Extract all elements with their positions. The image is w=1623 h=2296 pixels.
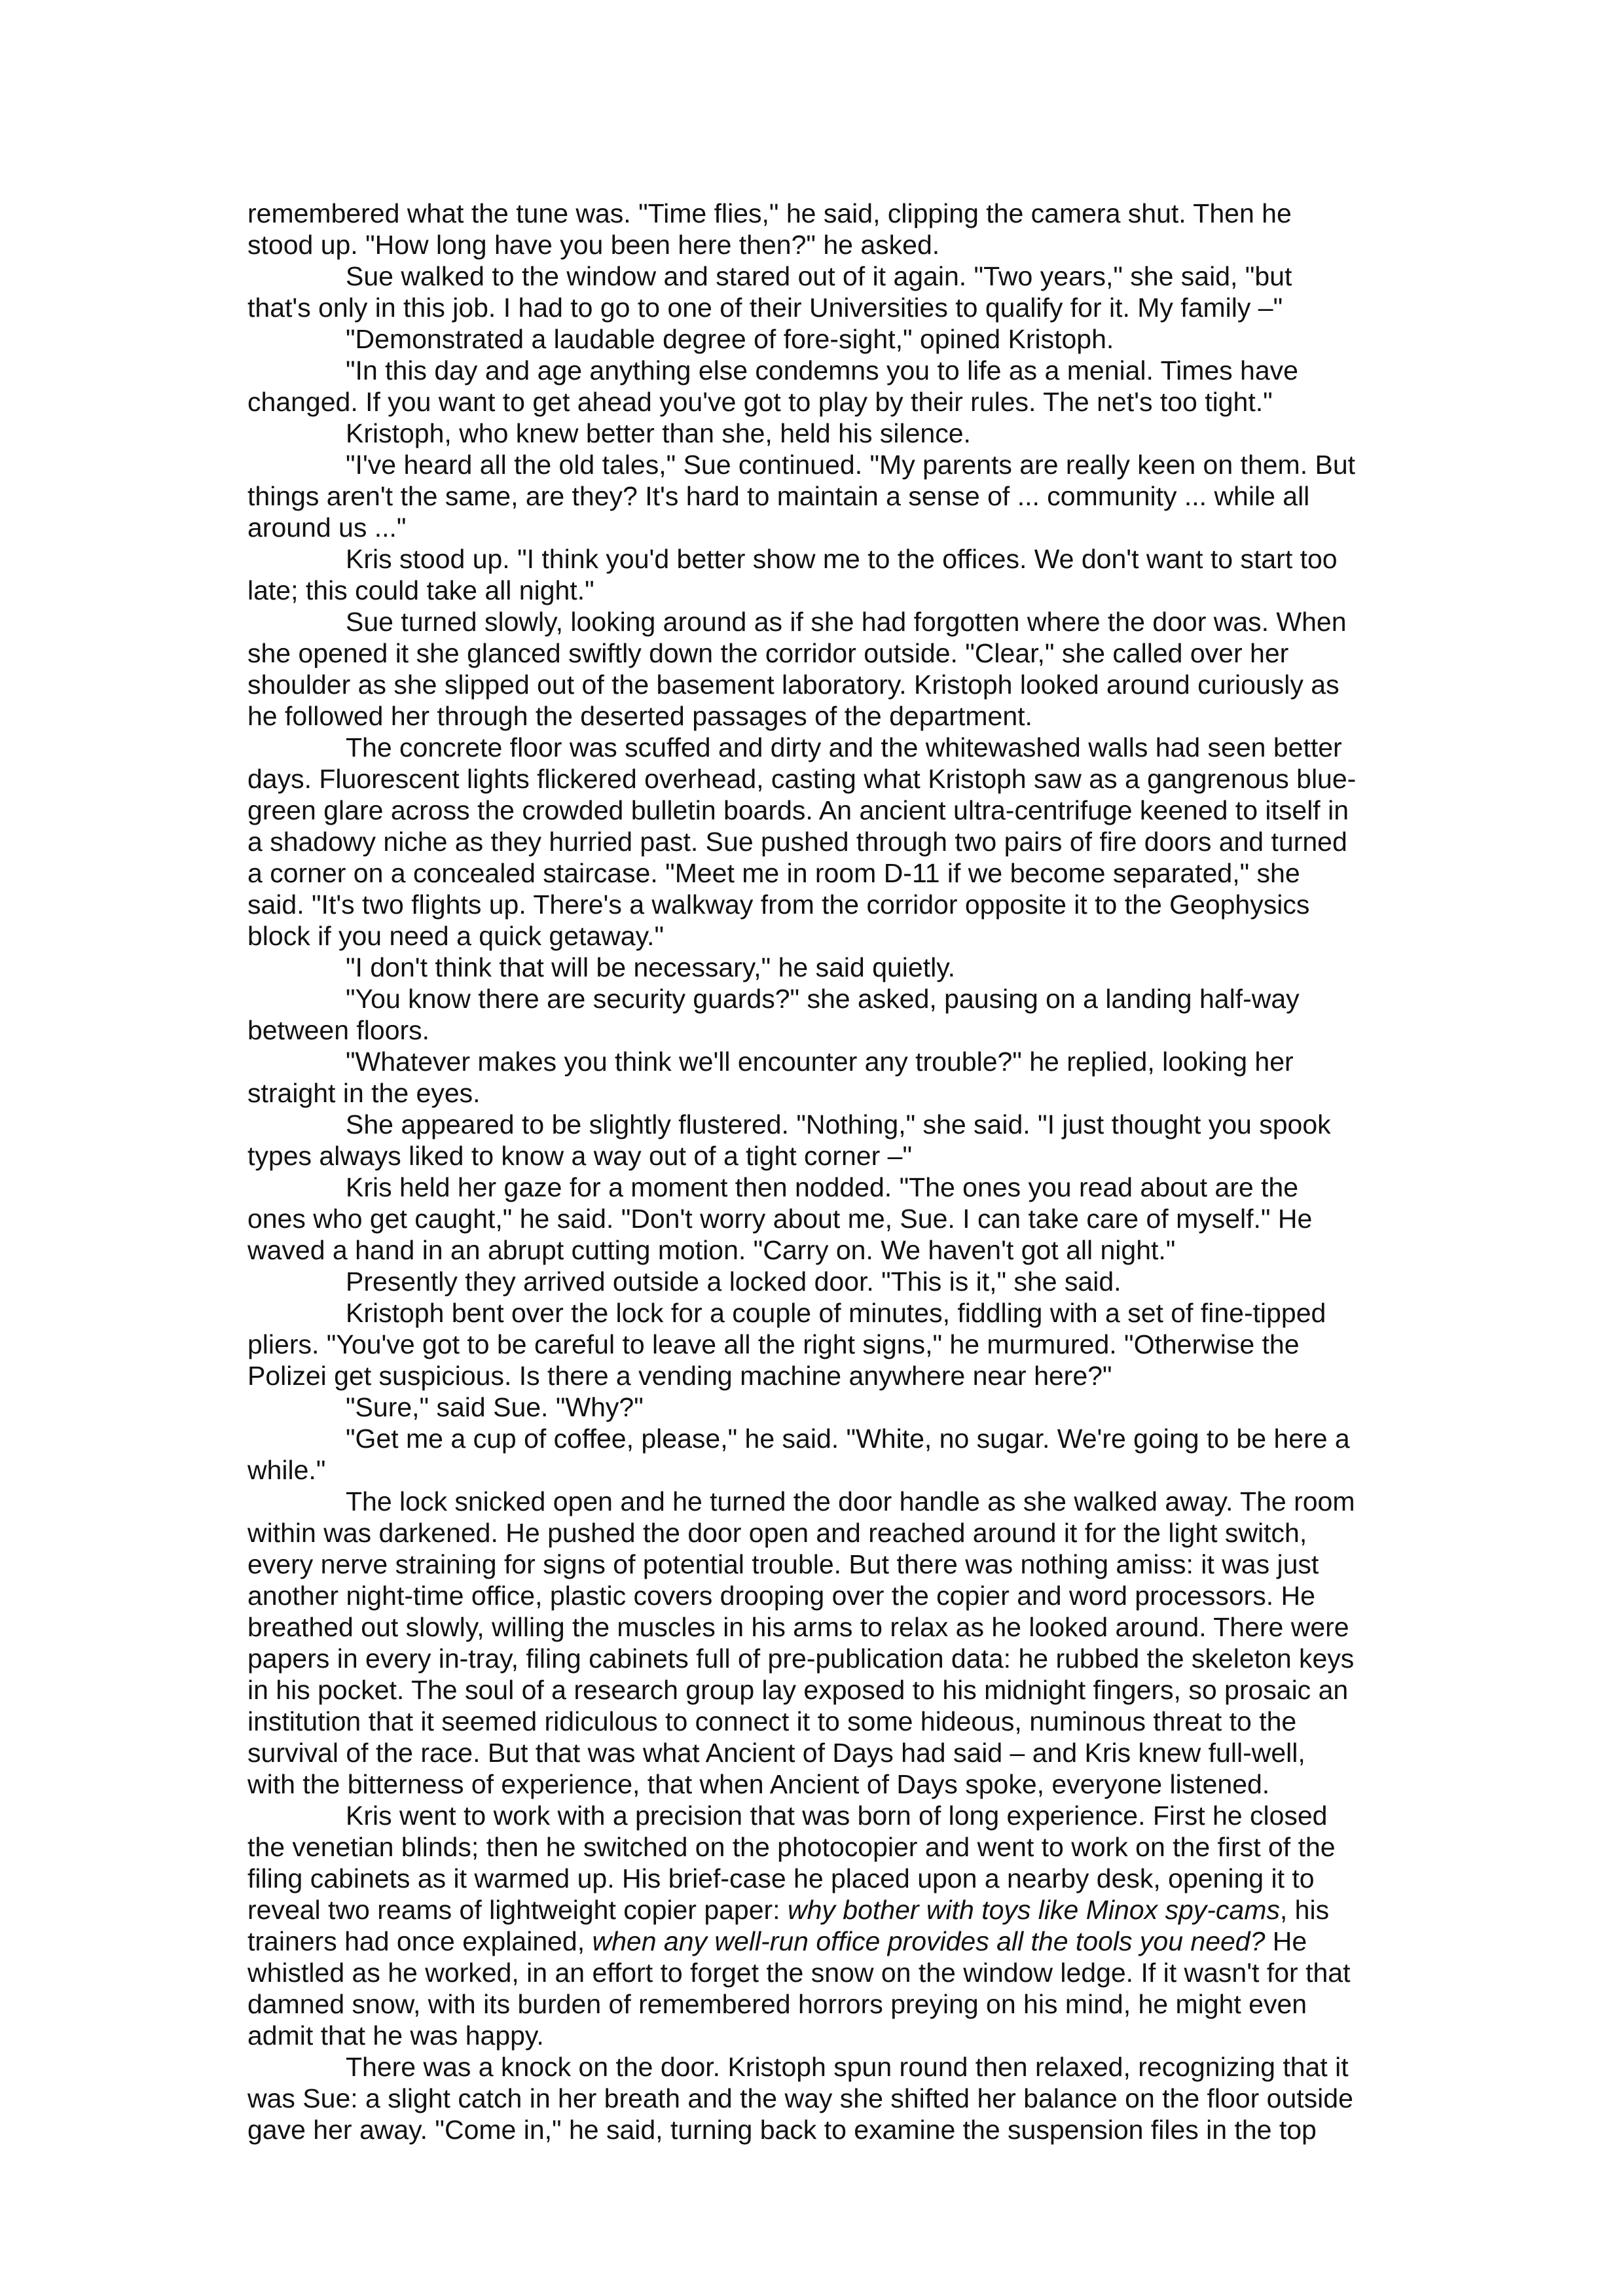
text-line: days. Fluorescent lights flickered overhead, casting what Kristoph saw as a gangrenous blue- [247, 764, 1357, 794]
text-line: around us ..." [247, 512, 407, 543]
text-line [247, 1926, 1413, 1957]
text-line: while." [247, 1455, 326, 1485]
text-line: the venetian blinds; then he switched on the photocopier and went to work on the first of the [247, 1832, 1336, 1862]
text-line: every nerve straining for signs of potential trouble. But there was nothing amiss: it was just [247, 1549, 1319, 1579]
italic-text: when any well-run office provides all the tools you need? [592, 1926, 1266, 1956]
text-line: gave her away. "Come in," he said, turning back to examine the suspension files in the top [247, 2115, 1317, 2145]
paragraph [247, 418, 1413, 449]
text-line: between floors. [247, 1015, 430, 1045]
text-line: survival of the race. But that was what Ancient of Days had said – and Kris knew full-well, [247, 1738, 1305, 1768]
italic-text: why bother with toys like Minox spy-cams [787, 1895, 1280, 1925]
text-line: that's only in this job. I had to go to one of their Universities to qualify for it. My family –" [247, 293, 1283, 323]
text-line: She appeared to be slightly flustered. "Nothing," she said. "I just thought you spook [346, 1109, 1331, 1139]
text-line: "You know there are security guards?" she asked, pausing on a landing half-way [346, 984, 1300, 1014]
text-line: another night-time office, plastic covers drooping over the copier and word processors. He [247, 1581, 1315, 1611]
text-line: Kris went to work with a precision that was born of long experience. First he closed [346, 1801, 1328, 1831]
text-line: waved a hand in an abrupt cutting motion. "Carry on. We haven't got all night." [247, 1235, 1176, 1265]
text-line: "I don't think that will be necessary," he said quietly. [346, 952, 956, 982]
text-line: block if you need a quick getaway." [247, 921, 665, 951]
text-line: There was a knock on the door. Kristoph spun round then relaxed, recognizing that it [346, 2052, 1349, 2082]
text-line: types always liked to know a way out of a tight corner –" [247, 1141, 913, 1171]
paragraph [247, 1800, 1413, 2051]
document-page [247, 198, 1413, 2145]
text-line: green glare across the crowded bulletin boards. An ancient ultra-centrifuge keened to itself in [247, 795, 1349, 825]
text-line: she opened it she glanced swiftly down the corridor outside. "Clear," she called over her [247, 638, 1289, 668]
text-line: changed. If you want to get ahead you've got to play by their rules. The net's too tight." [247, 387, 1273, 417]
text-segment: trainers had once explained, [247, 1926, 593, 1956]
paragraph [247, 1423, 1413, 1486]
text-line: said. "It's two flights up. There's a walkway from the corridor opposite it to the Geophysics [247, 889, 1310, 920]
text-line: filing cabinets as it warmed up. His brief-case he placed upon a nearby desk, opening it to [247, 1863, 1315, 1893]
text-line: papers in every in-tray, filing cabinets full of pre-publication data: he rubbed the skeleton keys [247, 1643, 1355, 1674]
text-line: in his pocket. The soul of a research group lay exposed to his midnight fingers, so prosaic an [247, 1675, 1349, 1705]
text-line: a corner on a concealed staircase. "Meet me in room D-11 if we become separated," she [247, 858, 1300, 888]
text-line: shoulder as she slipped out of the basement laboratory. Kristoph looked around curiously as [247, 670, 1340, 700]
text-line: things aren't the same, are they? It's hard to maintain a sense of ... community ... while all [247, 481, 1310, 511]
text-line: straight in the eyes. [247, 1078, 481, 1108]
text-line: Kris held her gaze for a moment then nodded. "The ones you read about are the [346, 1172, 1299, 1202]
paragraph [247, 260, 1413, 323]
text-line: stood up. "How long have you been here then?" he asked. [247, 230, 940, 260]
paragraph [247, 1266, 1413, 1297]
text-line: The concrete floor was scuffed and dirty and the whitewashed walls had seen better [346, 732, 1342, 762]
paragraph [247, 952, 1413, 983]
text-segment: He [1265, 1926, 1307, 1956]
text-line: "Whatever makes you think we'll encounter any trouble?" he replied, looking her [346, 1047, 1294, 1077]
text-line: Sue turned slowly, looking around as if she had forgotten where the door was. When [346, 607, 1347, 637]
text-line: "Demonstrated a laudable degree of fore-sight," opined Kristoph. [346, 324, 1114, 354]
paragraph [247, 983, 1413, 1046]
text-line: "I've heard all the old tales," Sue continued. "My parents are really keen on them. But [346, 450, 1356, 480]
paragraph [247, 543, 1413, 606]
text-line: "Get me a cup of coffee, please," he said. "White, no sugar. We're going to be here a [346, 1424, 1350, 1454]
text-line: he followed her through the deserted passages of the department. [247, 701, 1032, 731]
paragraph [247, 198, 1413, 260]
paragraph [247, 1172, 1413, 1266]
paragraph [247, 1391, 1413, 1423]
text-line: "In this day and age anything else condemns you to life as a menial. Times have [346, 355, 1298, 386]
text-line: with the bitterness of experience, that when Ancient of Days spoke, everyone listened. [247, 1769, 1270, 1799]
text-line: ones who get caught," he said. "Don't worry about me, Sue. I can take care of myself." He [247, 1204, 1313, 1234]
text-line: Kris stood up. "I think you'd better show me to the offices. We don't want to start too [346, 544, 1338, 574]
text-line: The lock snicked open and he turned the door handle as she walked away. The room [346, 1486, 1355, 1516]
text-line: a shadowy niche as they hurried past. Sue pushed through two pairs of fire doors and turned [247, 827, 1347, 857]
paragraph [247, 355, 1413, 418]
text-line: remembered what the tune was. "Time flies," he said, clipping the camera shut. Then he [247, 198, 1292, 228]
text-line: Kristoph, who knew better than she, held his silence. [346, 418, 971, 448]
paragraph [247, 1046, 1413, 1109]
text-line: late; this could take all night." [247, 575, 594, 605]
text-line: breathed out slowly, willing the muscles in his arms to relax as he looked around. There were [247, 1612, 1349, 1642]
text-line: Presently they arrived outside a locked door. "This is it," she said. [346, 1266, 1122, 1297]
paragraph [247, 449, 1413, 543]
text-line: Polizei get suspicious. Is there a vending machine anywhere near here?" [247, 1361, 1112, 1391]
text-line: damned snow, with its burden of remembered horrors preying on his mind, he might even [247, 1989, 1307, 2019]
text-line [247, 1894, 1413, 1926]
paragraph [247, 2051, 1413, 2145]
paragraph [247, 1109, 1413, 1172]
text-segment: , his [1279, 1895, 1330, 1925]
paragraph [247, 1297, 1413, 1391]
paragraph [247, 732, 1413, 952]
paragraph [247, 606, 1413, 732]
text-line: "Sure," said Sue. "Why?" [346, 1392, 644, 1422]
paragraph [247, 1486, 1413, 1800]
text-line: institution that it seemed ridiculous to connect it to some hideous, numinous threat to the [247, 1706, 1297, 1736]
text-line: within was darkened. He pushed the door open and reached around it for the light switch, [247, 1518, 1307, 1548]
text-segment: reveal two reams of lightweight copier paper: [247, 1895, 788, 1925]
text-line: was Sue: a slight catch in her breath and the way she shifted her balance on the floor outside [247, 2083, 1353, 2113]
text-line: admit that he was happy. [247, 2020, 544, 2051]
text-line: Sue walked to the window and stared out of it again. "Two years," she said, "but [346, 261, 1292, 291]
text-line: Kristoph bent over the lock for a couple of minutes, fiddling with a set of fine-tipped [346, 1298, 1326, 1328]
text-line: whistled as he worked, in an effort to forget the snow on the window ledge. If it wasn't for that [247, 1958, 1351, 1988]
paragraph [247, 323, 1413, 355]
text-line: pliers. "You've got to be careful to leave all the right signs," he murmured. "Otherwise the [247, 1329, 1300, 1359]
